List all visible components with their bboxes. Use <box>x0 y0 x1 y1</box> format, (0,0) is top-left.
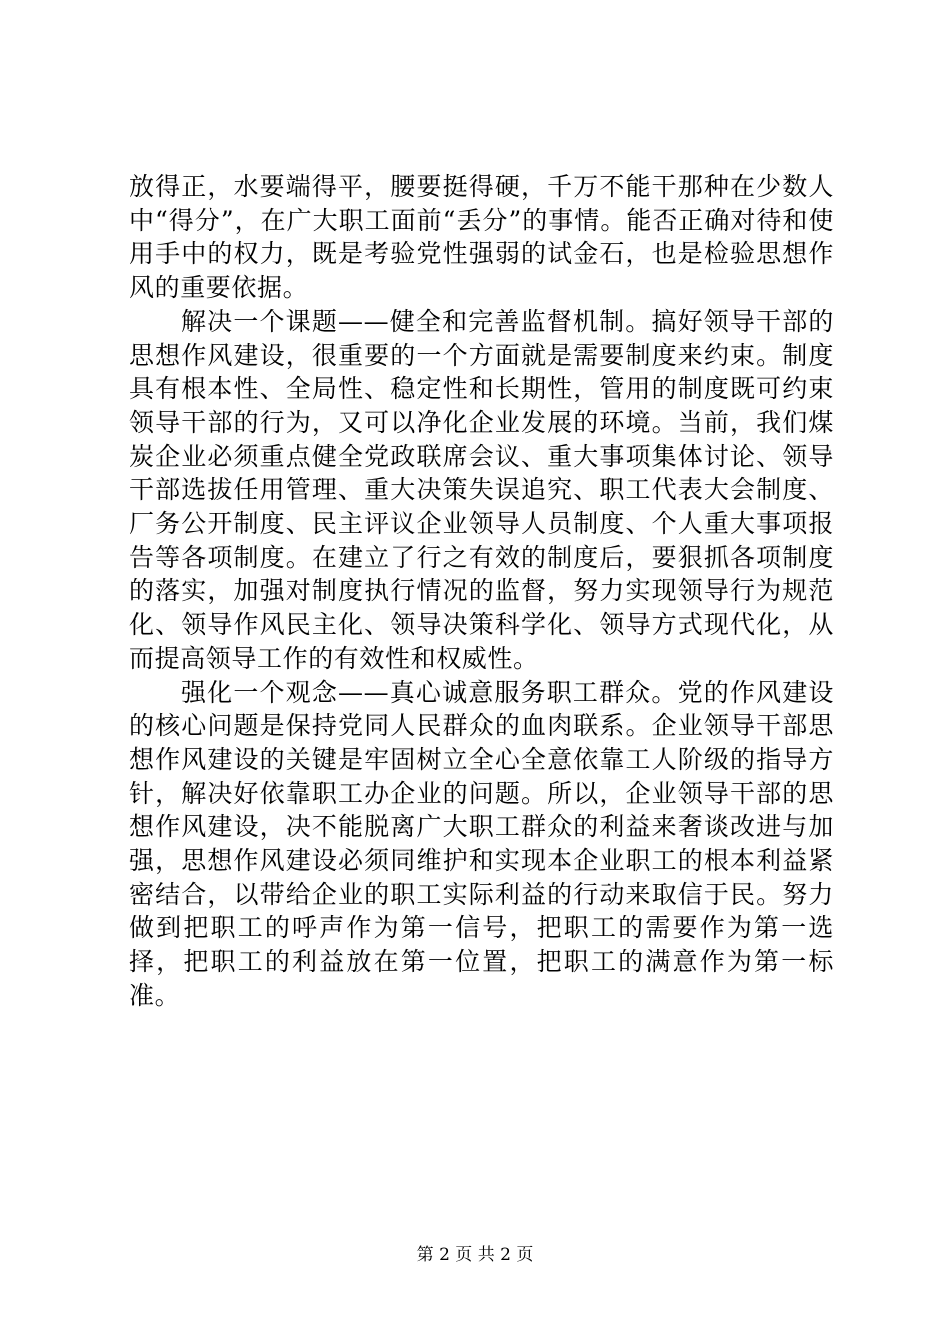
paragraph-supervision-mechanism: 解决一个课题——健全和完善监督机制。搞好领导干部的思想作风建设，很重要的一个方面就是需要制度来约束。制度具有根本性、全局性、稳定性和长期性，管用的制度既可约束领导干部的行为，又可以净化企业发展的环境。当前，我们煤炭企业必须重点健全党政联席会议、重大事项集体讨论、领导干部选拔任用管理、重大决策失误追究、职工代表大会制度、厂务公开制度、民主评议企业领导人员制度、个人重大事项报告等各项制度。在建立了行之有效的制度后，要狠抓各项制度的落实，加强对制度执行情况的监督，努力实现领导行为规范化、领导作风民主化、领导决策科学化、领导方式现代化，从而提高领导工作的有效性和权威性。 <box>129 306 834 673</box>
page-footer: 第 2 页 共 2 页 <box>416 1245 534 1265</box>
paragraph-continuation: 放得正，水要端得平，腰要挺得硬，千万不能干那种在少数人中“得分”，在广大职工面前“丢分”的事情。能否正确对待和使用手中的权力，既是考验党性强弱的试金石，也是检验思想作风的重要依据。 <box>129 172 834 303</box>
paragraph-serve-workers: 强化一个观念——真心诚意服务职工群众。党的作风建设的核心问题是保持党同人民群众的血肉联系。企业领导干部思想作风建设的关键是牢固树立全心全意依靠工人阶级的指导方针，解决好依靠职工办企业的问题。所以，企业领导干部的思想作风建设，决不能脱离广大职工群众的利益来奢谈改进与加强，思想作风建设必须同维护和实现本企业职工的根本利益紧密结合，以带给企业的职工实际利益的行动来取信于民。努力做到把职工的呼声作为第一信号，把职工的需要作为第一选择，把职工的利益放在第一位置，把职工的满意作为第一标准。 <box>129 677 834 1010</box>
document-body <box>129 170 834 1013</box>
